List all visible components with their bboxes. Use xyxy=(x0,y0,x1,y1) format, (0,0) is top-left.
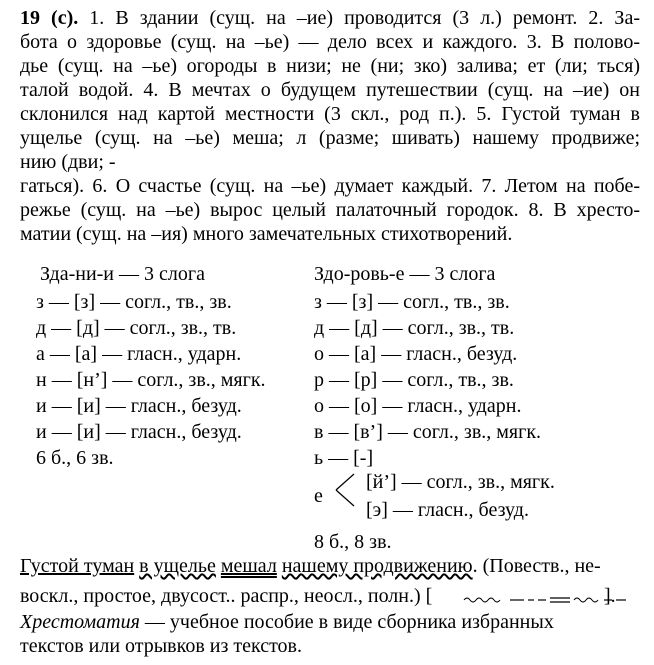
paragraph-line: талой водой. 4. В мечтах о будущем путешествии (сущ. на –ие) он xyxy=(20,79,640,101)
left-row: д — [д] — согл., зв., тв. xyxy=(36,317,237,339)
definition-text-1: — учебное пособие в виде сборника избранных xyxy=(139,611,554,633)
parse-predicate: мешал xyxy=(220,555,277,577)
left-row: и — [и] — гласн., безуд. xyxy=(36,421,242,443)
left-row: з — [з] — согл., тв., зв. xyxy=(36,291,232,313)
left-column xyxy=(40,262,205,286)
right-row: о — [о] — гласн., ударн. xyxy=(314,395,522,417)
paragraph-line: дье (сущ. на –ье) огороды в низи; не (ни; зко) залива; ет (ли; ться) xyxy=(20,55,640,77)
paragraph-line: склонился над картой местности (3 скл., род п.). 5. Густой туман в xyxy=(20,103,640,125)
right-column xyxy=(314,262,495,286)
left-row: а — [а] — гласн., ударн. xyxy=(36,343,242,365)
paragraph-line: бота о здоровье (сущ. на –ье) — дело всех и каждого. 3. В полово- xyxy=(20,31,640,53)
parse-line-1 xyxy=(20,554,601,578)
parse-subject-text: Густой туман xyxy=(20,555,135,577)
e-letter: е xyxy=(314,485,323,507)
right-row: д — [д] — согл., зв., тв. xyxy=(314,317,515,339)
right-row: о — [а] — гласн., безуд. xyxy=(314,343,518,365)
definition-text-2: текстов или отрывков из текстов. xyxy=(20,635,303,657)
definition-line-1 xyxy=(20,610,554,634)
right-title: Здо-ровь-е — 3 слога xyxy=(314,263,496,285)
parse-object: нашему продвижению xyxy=(281,555,473,577)
definition-line-2 xyxy=(20,634,302,658)
paragraph-line: 19 (с). 1. В здании (сущ. на –ие) проводится (3 л.) ремонт. 2. За- xyxy=(20,7,640,29)
e-row-1: [й’] — согл., зв., мягк. xyxy=(366,471,555,493)
right-row: р — [р] — согл., тв., зв. xyxy=(314,369,514,391)
left-row: н — [н’] — согл., зв., мягк. xyxy=(36,369,266,391)
paragraph-line: режье (сущ. на –ье) вырос целый палаточный городок. 8. В хресто- xyxy=(20,199,640,221)
scheme-end: ]. xyxy=(604,585,616,607)
parse-line-2 xyxy=(20,584,432,608)
paragraph-line: нию (дви; - xyxy=(20,151,116,173)
definition-term: Хрестоматия xyxy=(20,611,140,633)
right-row: в — [в’] — согл., зв., мягк. xyxy=(314,421,542,443)
right-row: з — [з] — согл., тв., зв. xyxy=(314,291,510,313)
e-row-2: [э] — гласн., безуд. xyxy=(366,499,529,521)
paragraph-line: ущелье (сущ. на –ье) меша; л (разме; шивать) нашему продвиже; xyxy=(20,127,640,149)
left-row: и — [и] — гласн., безуд. xyxy=(36,395,242,417)
parse-line2-text: воскл., простое, двусост.. распр., неосл., полн.) [ xyxy=(20,585,433,607)
left-total: 6 б., 6 зв. xyxy=(36,447,114,469)
right-total: 8 б., 8 зв. xyxy=(314,531,392,553)
parse-rest: . (Повеств., не- xyxy=(472,555,601,577)
right-row: ь — [-] xyxy=(314,447,374,469)
parse-adverbial: в ущелье xyxy=(139,555,216,577)
e-branch-lines xyxy=(334,470,364,510)
paragraph-line: матии (сущ. на –ия) много замечательных стихотворений. xyxy=(20,223,513,245)
paragraph-line: гаться). 6. О счастье (сущ. на –ье) думает каждый. 7. Летом на побе- xyxy=(20,175,640,197)
left-title: Зда-ни-и — 3 слога xyxy=(40,263,205,285)
